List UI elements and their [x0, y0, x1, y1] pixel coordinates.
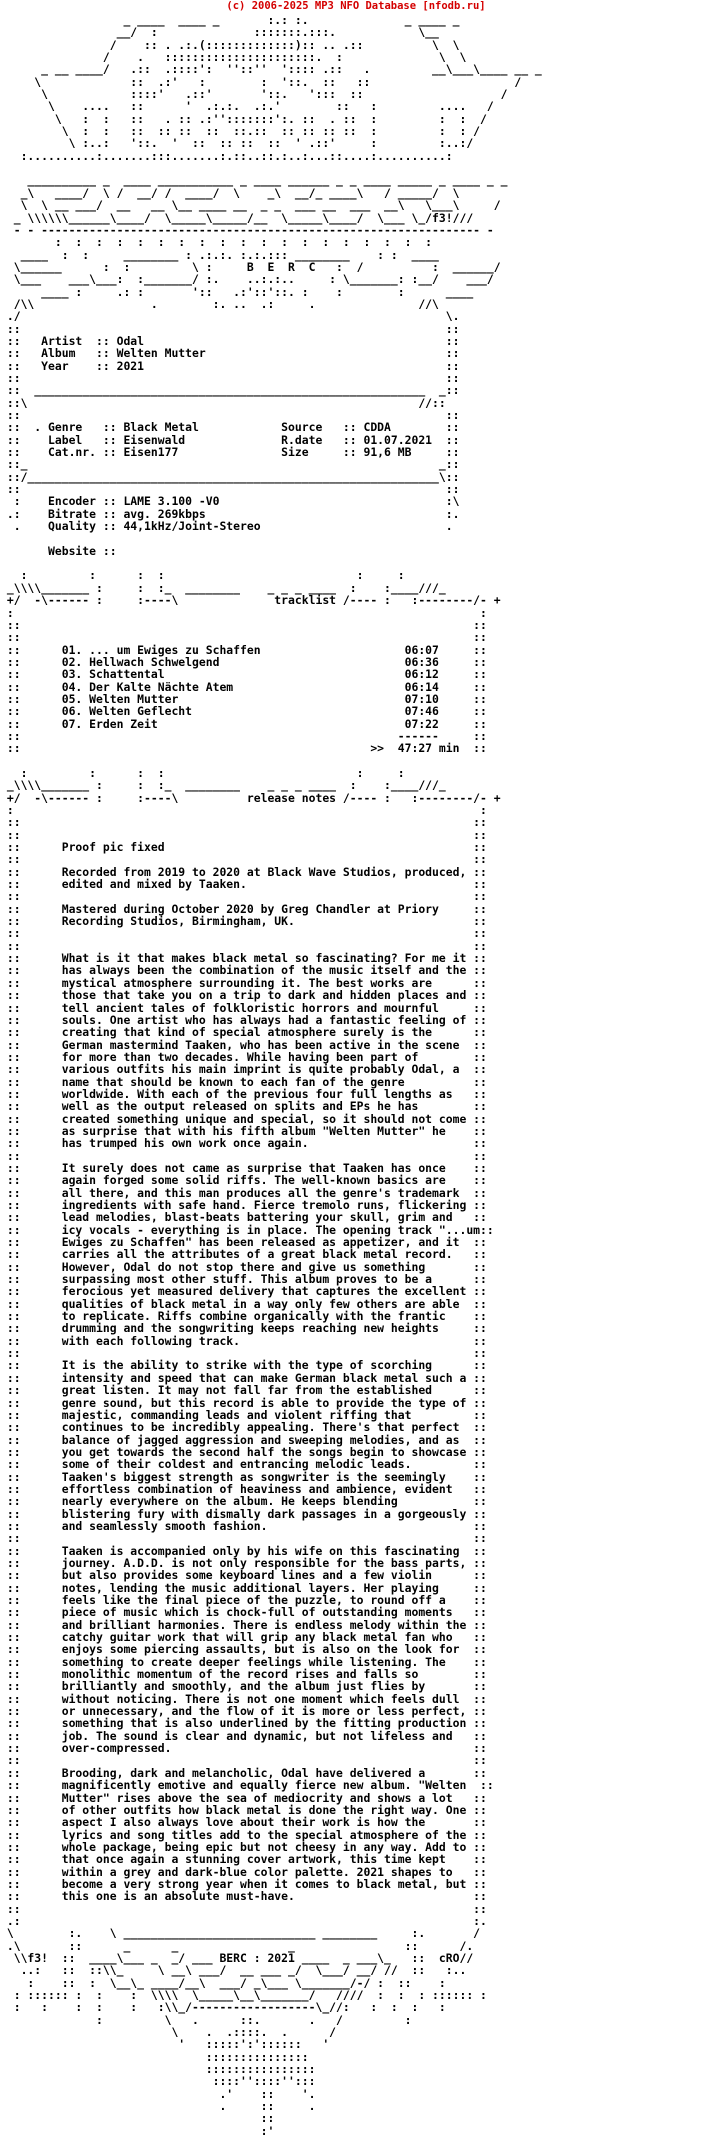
nfo-line: :: great listen. It may not fall far from the established ::	[0, 1383, 487, 1398]
nfo-line: : : : : : :\\_/------------------\_//: : : : :	[0, 2000, 446, 2015]
nfodb-credit-header: (c) 2006-2025 MP3 NFO Database [nfodb.ru]	[226, 0, 486, 12]
nfo-line: :: mystical atmosphere surrounding it. The best works are ::	[0, 975, 487, 990]
nfo-line: :: 02. Hellwach Schwelgend 06:36 ::	[0, 654, 487, 669]
nfo-line: :: piece of music which is chock-full of outstanding moments ::	[0, 1605, 487, 1620]
nfo-line: :: all there, and this man produces all the genre's trademark ::	[0, 1185, 487, 1200]
nfo-line: :: 05. Welten Mutter 07:10 ::	[0, 691, 487, 706]
nfo-line: _\ ____/ \ / __/ / ____/ \ _\ __/_ ____\ / _____/ \	[0, 185, 460, 200]
nfo-line: :: icy vocals - everything is in place. The opening track "...um::	[0, 1222, 494, 1237]
nfo-line: :: 06. Welten Geflecht 07:46 ::	[0, 704, 487, 719]
nfo-line: . Quality :: 44,1kHz/Joint-Stereo .	[0, 519, 453, 534]
nfo-line: :: Album :: Welten Mutter ::	[0, 346, 460, 361]
nfo-line: :::::::::::::::	[0, 2049, 309, 2064]
nfo-line: :: has trumped his own work once again. ::	[0, 1136, 487, 1151]
nfo-line: ' :::::':':::::: '	[0, 2037, 330, 2052]
nfo-line: :: Taaken's biggest strength as songwriter is the seemingly ::	[0, 1469, 487, 1484]
nfo-line: :: effortless combination of heaviness and ambience, evident ::	[0, 1481, 487, 1496]
nfo-line: :: within a grey and dark-blue color palette. 2021 shapes to ::	[0, 1864, 487, 1879]
nfo-line: :: ::	[0, 1531, 487, 1546]
nfo-line: :: various outfits his main imprint is quite probably Odal, a ::	[0, 1062, 487, 1077]
nfo-line: :: catchy guitar work that will grip any black metal fan who ::	[0, 1630, 487, 1645]
nfo-line: :: carries all the attributes of a great black metal record. ::	[0, 1247, 487, 1262]
nfo-line: :: tell ancient tales of folkloristic horrors and mournful ::	[0, 1000, 487, 1015]
nfo-line: :: ingredients with safe hand. Fierce tremolo runs, flickering ::	[0, 1198, 487, 1212]
nfo-line: :: as surprise that with his fifth album "Welten Mutter" he ::	[0, 1123, 487, 1138]
nfo-line: / . ::::::::::::::::::::::. : \ \	[0, 50, 467, 65]
nfo-line: :: ::	[0, 815, 487, 830]
nfo-line: :: become a very strong year when it comes to black metal, but ::	[0, 1876, 487, 1891]
nfo-line: :: Mutter" rises above the sea of mediocrity and shows a lot ::	[0, 1790, 487, 1805]
nfo-line: :: edited and mixed by Taaken. ::	[0, 877, 487, 892]
nfo-line: :: you get towards the second half the songs begin to showcase ::	[0, 1444, 487, 1459]
nfo-line: :: without noticing. There is not one moment which feels dull ::	[0, 1691, 487, 1706]
nfo-line: :: surpassing most other stuff. This album proves to be a ::	[0, 1272, 487, 1287]
nfo-line: :..........:.......:::.......:.::..::.:..:...::....:..........:	[0, 148, 453, 163]
nfo-line: :: >> 47:27 min ::	[0, 741, 487, 756]
nfo-line: :: It is the ability to strike with the type of scorching ::	[0, 1358, 487, 1373]
nfo-line: :: worldwide. With each of the previous four full lengths as ::	[0, 1086, 487, 1101]
nfo-line: \ : : :: :: :: :: ::.:: :: :: :: :: : : : /	[0, 124, 481, 139]
nfo-line: :: drumming and the songwriting keeps reaching new heights ::	[0, 1321, 487, 1336]
nfo-text-document	[0, 13, 712, 2138]
nfo-line: :: German mastermind Taaken, who has been active in the scene ::	[0, 1037, 487, 1052]
nfo-line: :: intensity and speed that can make German black metal such a ::	[0, 1370, 487, 1385]
nfo-line: - - ---------------------------------------------------------------- -	[0, 222, 494, 237]
nfo-line: :: ::	[0, 827, 487, 842]
nfo-line: \\f3! :: ____\___ _ _/ ___ BERC : 2021 ____ _ ___\_ :: cRO//	[0, 1950, 474, 1965]
nfo-line: ____ : .: : ':: .:'::'::. : : : ____	[0, 284, 474, 299]
nfo-line: :: something that is also underlined by the fitting production ::	[0, 1716, 487, 1731]
nfo-line: ./ \.	[0, 309, 460, 324]
nfo-line: :: magnificently emotive and equally fierce new album. "Welten ::	[0, 1778, 494, 1793]
nfo-line: .: :.	[0, 1913, 487, 1928]
nfo-line: /\\ . :. .. .: . //\	[0, 296, 439, 311]
nfo-line: :: _________________________________________________________ _::	[0, 383, 460, 398]
nfo-line: \ :: .:' : : '::. :: :: /	[0, 74, 522, 89]
nfo-line: :: has always been the combination of the music itself and the ::	[0, 963, 487, 978]
nfo-line: :: but also provides some keyboard lines and a few violin ::	[0, 1568, 487, 1583]
nfo-line: :: job. The sound is clear and dynamic, but not lifeless and ::	[0, 1728, 487, 1743]
nfo-line: :: 07. Erden Zeit 07:22 ::	[0, 716, 487, 731]
nfo-line: \ \ __ ___/ __ __ \__ ____ __ _ _ ___ __ ___ __\ \___\ /	[0, 198, 501, 213]
nfo-line: : : : : : :	[0, 568, 453, 583]
nfo-line: ::\ //::	[0, 395, 446, 410]
nfo-line: ::	[0, 2111, 275, 2126]
nfo-line: : \ . ::. . / :	[0, 2012, 412, 2027]
nfo-line: Website ::	[0, 543, 453, 558]
nfo-line: _ __ ____/ .:: .::::': ''::'' ':::: .:: . __\___\____ __ _	[0, 62, 542, 77]
nfo-line: :: ::	[0, 370, 460, 385]
nfo-line: :: ferocious yet measured delivery that captures the excellent ::	[0, 1284, 487, 1299]
nfo-line: :: ::	[0, 1753, 487, 1768]
nfo-line: :: and seamlessly smooth fashion. ::	[0, 1518, 487, 1533]
nfo-line: :: aspect I also always love about their work is how the ::	[0, 1815, 487, 1830]
nfo-line: ::::::::::::::::	[0, 2062, 316, 2077]
nfo-line: : :	[0, 605, 487, 620]
nfo-line: :: It surely does not came as surprise that Taaken has once ::	[0, 1160, 487, 1175]
nfo-line: :: 01. ... um Ewiges zu Schaffen 06:07 ::	[0, 642, 487, 657]
nfo-line: _\\\\_______ : : :_ ________ _ _ _ ____ : :____///_	[0, 580, 446, 595]
nfo-line: :: Label :: Eisenwald R.date :: 01.07.2021 ::	[0, 432, 460, 447]
nfo-line: :: ::	[0, 321, 460, 336]
nfo-line: :: ::	[0, 408, 460, 422]
nfo-line: :: those that take you on a trip to dark and hidden places and ::	[0, 988, 487, 1003]
nfo-line: \ :..: '::. ' :: :: :: :: ' .::' : :..:/	[0, 136, 474, 151]
nfo-line: :: qualities of black metal in a way only few others are able ::	[0, 1296, 487, 1311]
nfo-line: / :: . .:.(:::::::::::::):: .. .:: \ \	[0, 37, 460, 52]
nfo-line: .\ :: _ _ _ :: /.	[0, 1938, 474, 1953]
nfo-line: :: or unnecessary, and the flow of it is more or less perfect, ::	[0, 1704, 487, 1719]
nfo-line: :: ::	[0, 630, 487, 645]
nfo-line: :: lead melodies, blast-beats battering your skull, grim and ::	[0, 1210, 487, 1225]
nfo-line: :: majestic, commanding leads and violent riffing that ::	[0, 1407, 487, 1422]
nfo-line: :: Proof pic fixed ::	[0, 840, 487, 855]
nfo-line: : :: : \__\_ ____/__\ ___/ _\___ \_______/-/ : :: :	[0, 1975, 446, 1990]
nfo-line: .: Bitrate :: avg. 269kbps :.	[0, 506, 460, 521]
nfo-line: ____ : : ________ : .:.:. :.:.::: ________ : : ____	[0, 247, 439, 262]
nfo-line: ::::''::::'':::	[0, 2074, 316, 2089]
nfo-line: :: ::	[0, 852, 487, 867]
nfo-line: \ ::::' .::' '::. '::: :: /	[0, 87, 508, 102]
nfo-line: :: ::	[0, 617, 487, 632]
nfo-line: :: nearly everywhere on the album. He keeps blending ::	[0, 1494, 487, 1509]
nfo-line: :: . Genre :: Black Metal Source :: CDDA ::	[0, 420, 460, 435]
nfo-line: :: ::	[0, 1901, 487, 1916]
nfo-line: ::_ _::	[0, 457, 460, 472]
nfo-line: :: Taaken is accompanied only by his wife on this fascinating ::	[0, 1543, 487, 1558]
nfo-line: \ .... :: ' .:.:. .:.' :: : .... /	[0, 99, 494, 114]
nfo-line: \ : : :: . :: .:'':::::::':. :: . :: : : : /	[0, 111, 487, 126]
nfo-line: :: Recording Studios, Birmingham, UK. ::	[0, 914, 487, 929]
nfo-line: _ \\\\\\______\____/ \_____\_____/__ \_____\____/ \___ \_/f3!///	[0, 210, 474, 225]
nfo-line: :: Artist :: Odal ::	[0, 333, 460, 348]
nfo-line: :: 04. Der Kalte Nächte Atem 06:14 ::	[0, 679, 487, 694]
nfo-line: __________ _ ____ ___________ _ ____ ______ _ _ ____ _____ _ ____ _ _	[0, 173, 508, 188]
nfo-line: :: name that should be known to each fan of the genre ::	[0, 1074, 487, 1089]
nfo-line: :: ::	[0, 1148, 487, 1163]
nfo-line: :: Ewiges zu Schaffen" has been released as appetizer, and it ::	[0, 1235, 487, 1250]
nfo-line: :: over-compressed. ::	[0, 1741, 487, 1756]
nfo-line: .' :: '.	[0, 2086, 316, 2101]
nfo-line: :: again forged some solid riffs. The well-known basics are ::	[0, 1173, 487, 1188]
nfo-line: :'	[0, 2123, 275, 2138]
nfo-line: :: Brooding, dark and melancholic, Odal have delivered a ::	[0, 1765, 487, 1780]
nfo-line: :: feels like the final piece of the puzzle, to round off a ::	[0, 1593, 487, 1607]
nfo-line: :: ::	[0, 889, 487, 904]
nfo-line: :: whole package, being epic but not cheesy in any way. Add to ::	[0, 1839, 487, 1854]
nfo-line: _\\\\_______ : : :_ ________ _ _ _ ____ : :____///_	[0, 778, 446, 793]
nfo-line: : : : : : :	[0, 765, 453, 780]
nfo-line: : :::::: : : : \\\\ \_____\__\_______/ //// : : : :::::: :	[0, 1988, 487, 2002]
nfo-line: :: notes, lending the music additional layers. Her playing ::	[0, 1580, 487, 1595]
nfo-line: ..: :: ::\\_ \ __\ ___/ __ ___ _/ \___/ __/ // :: :..	[0, 1963, 467, 1978]
nfo-line: :: ::	[0, 482, 460, 497]
nfo-line: :: ::	[0, 926, 487, 941]
nfo-line: _ ____ ____ _ :.: :. _ ____ _	[0, 13, 460, 27]
nfo-line: :: balance of jagged aggression and sweeping melodies, and as ::	[0, 1432, 487, 1447]
nfo-line: __/ : :::::::.:::. \__	[0, 25, 439, 40]
nfo-line: . :: .	[0, 2099, 316, 2114]
nfo-line: :: that once again a stunning cover artwork, this time kept ::	[0, 1852, 487, 1867]
nfo-line: \______ : : \ : B E R C : / : ______/	[0, 259, 501, 274]
nfo-line: :: something to create deeper feelings while listening. The ::	[0, 1654, 487, 1669]
nfo-line: :: for more than two decades. While having been part of ::	[0, 1049, 487, 1064]
nfo-line: : Encoder :: LAME 3.100 -V0 :\	[0, 494, 460, 509]
nfo-line: \___ ___\___: :_______/ :. ..:.:.. : \_______: :__/ ___/	[0, 272, 494, 287]
nfo-line: :: of other outfits how black metal is done the right way. One ::	[0, 1802, 487, 1817]
nfo-line: :: Recorded from 2019 to 2020 at Black Wave Studios, produced, ::	[0, 864, 487, 879]
nfo-line: :: ------ ::	[0, 728, 487, 743]
nfo-line: :: brilliantly and smoothly, and the album just flies by ::	[0, 1679, 487, 1694]
nfo-line: \ :. \ ____________________________ ________ :. /	[0, 1926, 481, 1941]
nfo-line: :: Mastered during October 2020 by Greg Chandler at Priory ::	[0, 901, 487, 916]
nfo-line: : :	[0, 803, 487, 817]
nfo-line: :: and brilliant harmonies. There is endless melody within the ::	[0, 1617, 487, 1632]
nfo-line: :: creating that kind of special atmosphere surely is the ::	[0, 1025, 487, 1040]
nfo-line: :: to replicate. Riffs combine organically with the frantic ::	[0, 1309, 487, 1324]
nfo-line: :: blistering fury with dismally dark passages in a gorgeously ::	[0, 1506, 487, 1521]
nfo-line: :: ::	[0, 1346, 487, 1361]
nfo-line: :: continues to be incredibly appealing. There's that perfect ::	[0, 1420, 487, 1435]
nfo-line: :: ::	[0, 938, 487, 953]
nfo-line: : : : : : : : : : : : : : : : : : : :	[0, 235, 433, 250]
nfo-line: :: What is it that makes black metal so fascinating? For me it ::	[0, 951, 487, 966]
nfo-line: :: Cat.nr. :: Eisen177 Size :: 91,6 MB ::	[0, 445, 460, 460]
nfo-line: :: this one is an absolute must-have. ::	[0, 1889, 487, 1904]
nfo-line: :: created something unique and special, so it should not come ::	[0, 1111, 487, 1126]
nfo-line: :: journey. A.D.D. is not only responsible for the bass parts, ::	[0, 1555, 487, 1570]
nfo-line: :: genre sound, but this record is able to provide the type of ::	[0, 1395, 487, 1410]
nfo-line: +/ -\------ : :----\ tracklist /---- : :--------/- +	[0, 593, 501, 608]
nfo-line: :: 03. Schattental 06:12 ::	[0, 667, 487, 682]
nfo-line: \ . .::::. . /	[0, 2025, 337, 2040]
nfo-line: :: monolithic momentum of the record rises and falls so ::	[0, 1667, 487, 1682]
nfo-line: +/ -\------ : :----\ release notes /---- : :--------/- +	[0, 790, 501, 805]
nfo-line: :: with each following track. ::	[0, 1333, 487, 1348]
nfo-line: :: enjoys some piercing assaults, but is also on the look for ::	[0, 1642, 487, 1657]
nfo-line: :: some of their coldest and entrancing melodic leads. ::	[0, 1457, 487, 1472]
nfo-line: :: well as the output released on splits and EPs he has ::	[0, 1099, 487, 1114]
nfo-line: :: souls. One artist who has always had a fantastic feeling of ::	[0, 1012, 487, 1027]
nfo-line: :: Year :: 2021 ::	[0, 358, 460, 373]
nfo-line: :: However, Odal do not stop there and give us something ::	[0, 1259, 487, 1274]
nfo-line: :: lyrics and song titles add to the special atmosphere of the ::	[0, 1827, 487, 1842]
nfo-line: ::/____________________________________________________________\::	[0, 469, 460, 484]
